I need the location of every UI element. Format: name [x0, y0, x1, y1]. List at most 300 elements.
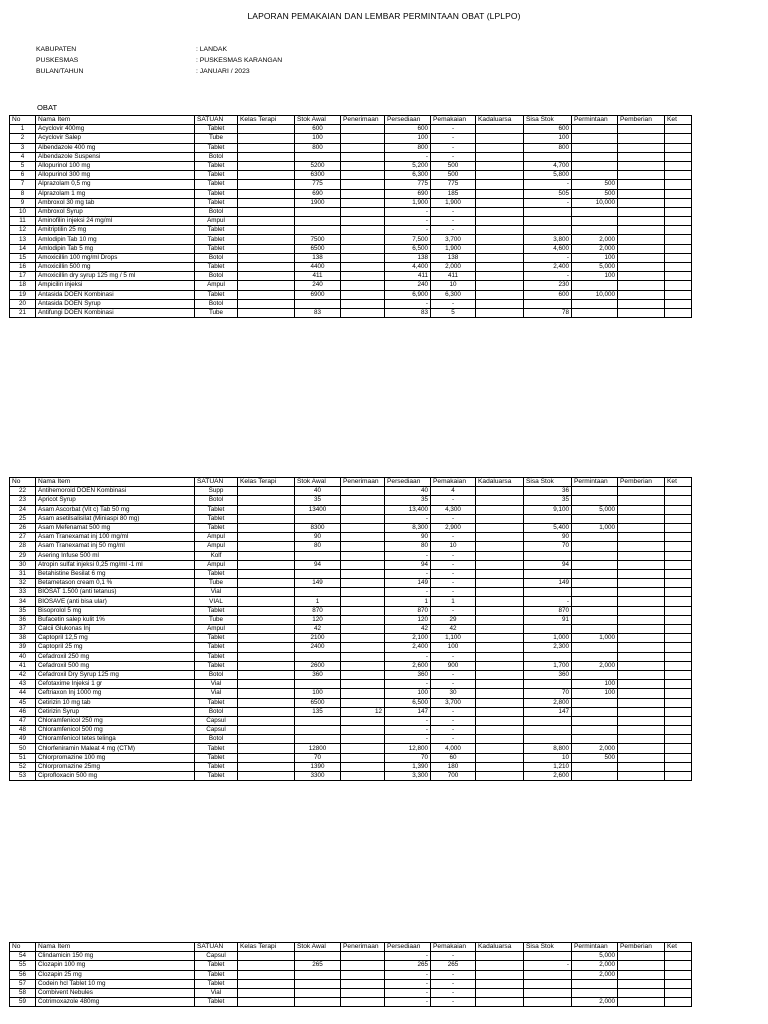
cell-penerimaan [341, 514, 385, 523]
cell-pemberian [618, 125, 665, 134]
cell-pemberian [618, 634, 665, 643]
cell-satuan: Botol [195, 735, 238, 744]
cell-pemberian [618, 998, 665, 1007]
cell-permintaan: 2,000 [572, 961, 618, 970]
cell-sisa-stok [524, 652, 572, 661]
table-row [10, 998, 692, 1007]
cell-pemakaian: 185 [431, 189, 476, 198]
report-title: LAPORAN PEMAKAIAN DAN LEMBAR PERMINTAAN OBAT (LPLPO) [247, 11, 521, 21]
cell-kelas-terapi [238, 961, 295, 970]
column-header-stok-awal: Stok Awal [295, 116, 341, 125]
cell-sisa-stok [524, 979, 572, 988]
cell-pemberian [618, 189, 665, 198]
cell-ket [665, 496, 692, 505]
cell-nama-item: Asam Ascorbat (Vit c) Tab 50 mg [36, 505, 195, 514]
cell-penerimaan [341, 533, 385, 542]
column-header-nama-item: Nama Item [36, 478, 195, 487]
cell-stok-awal [295, 716, 341, 725]
cell-pemberian [618, 161, 665, 170]
cell-stok-awal [295, 652, 341, 661]
cell-penerimaan [341, 961, 385, 970]
cell-persediaan: - [385, 569, 431, 578]
cell-kelas-terapi [238, 615, 295, 624]
column-header-pemberian: Pemberian [618, 116, 665, 125]
cell-ket [665, 217, 692, 226]
cell-penerimaan [341, 670, 385, 679]
cell-stok-awal [295, 207, 341, 216]
cell-kelas-terapi [238, 207, 295, 216]
cell-ket [665, 514, 692, 523]
cell-kelas-terapi [238, 235, 295, 244]
cell-permintaan: 500 [572, 180, 618, 189]
table-row [10, 606, 692, 615]
cell-sisa-stok: 1,000 [524, 634, 572, 643]
cell-pemakaian: - [431, 207, 476, 216]
column-header-sisa-stok: Sisa Stok [524, 478, 572, 487]
cell-nama-item: Cefadroxil 250 mg [36, 652, 195, 661]
cell-ket [665, 308, 692, 317]
cell-kadaluarsa [476, 579, 524, 588]
cell-pemberian [618, 299, 665, 308]
cell-kadaluarsa [476, 998, 524, 1007]
cell-kelas-terapi [238, 998, 295, 1007]
cell-nama-item: Asam Mefenamat 500 mg [36, 523, 195, 532]
cell-kelas-terapi [238, 217, 295, 226]
table-row [10, 670, 692, 679]
cell-satuan: Tablet [195, 125, 238, 134]
cell-satuan: Kolf [195, 551, 238, 560]
cell-pemakaian: 180 [431, 762, 476, 771]
table-row [10, 753, 692, 762]
table-row [10, 551, 692, 560]
cell-pemakaian: - [431, 716, 476, 725]
cell-satuan: Ampul [195, 217, 238, 226]
cell-sisa-stok: 36 [524, 487, 572, 496]
table-row [10, 698, 692, 707]
cell-permintaan: 5,000 [572, 263, 618, 272]
table-row [10, 689, 692, 698]
cell-satuan: Tube [195, 615, 238, 624]
cell-no: 15 [10, 253, 36, 262]
cell-satuan: Botol [195, 496, 238, 505]
table-row [10, 235, 692, 244]
cell-pemakaian: 1,100 [431, 634, 476, 643]
cell-pemberian [618, 680, 665, 689]
cell-kelas-terapi [238, 180, 295, 189]
cell-nama-item: Alprazolam 1 mg [36, 189, 195, 198]
cell-kelas-terapi [238, 152, 295, 161]
cell-no: 6 [10, 171, 36, 180]
cell-satuan: Capsul [195, 716, 238, 725]
cell-satuan: Tablet [195, 505, 238, 514]
cell-kadaluarsa [476, 597, 524, 606]
cell-persediaan: - [385, 716, 431, 725]
cell-ket [665, 207, 692, 216]
cell-no: 8 [10, 189, 36, 198]
cell-stok-awal: 690 [295, 189, 341, 198]
cell-kelas-terapi [238, 643, 295, 652]
cell-kadaluarsa [476, 207, 524, 216]
cell-persediaan: 870 [385, 606, 431, 615]
cell-sisa-stok: 147 [524, 707, 572, 716]
cell-kadaluarsa [476, 744, 524, 753]
cell-sisa-stok: 4,700 [524, 161, 572, 170]
cell-no: 56 [10, 970, 36, 979]
cell-pemberian [618, 726, 665, 735]
cell-stok-awal [295, 998, 341, 1007]
cell-kelas-terapi [238, 134, 295, 143]
cell-pemakaian: 10 [431, 542, 476, 551]
cell-pemakaian: 4 [431, 487, 476, 496]
cell-kelas-terapi [238, 487, 295, 496]
column-header-penerimaan: Penerimaan [341, 478, 385, 487]
cell-kadaluarsa [476, 988, 524, 997]
cell-pemberian [618, 689, 665, 698]
cell-no: 13 [10, 235, 36, 244]
cell-ket [665, 253, 692, 262]
cell-nama-item: Combivent Nebules [36, 988, 195, 997]
cell-no: 30 [10, 560, 36, 569]
cell-kelas-terapi [238, 198, 295, 207]
cell-penerimaan [341, 244, 385, 253]
cell-sisa-stok: 70 [524, 542, 572, 551]
cell-pemberian [618, 744, 665, 753]
cell-ket [665, 290, 692, 299]
cell-permintaan [572, 988, 618, 997]
cell-ket [665, 707, 692, 716]
cell-permintaan [572, 735, 618, 744]
cell-ket [665, 505, 692, 514]
cell-persediaan: - [385, 979, 431, 988]
cell-kadaluarsa [476, 308, 524, 317]
cell-no: 53 [10, 772, 36, 781]
cell-penerimaan [341, 615, 385, 624]
info-value: : PUSKESMAS KARANGAN [196, 57, 283, 64]
cell-persediaan: 3,300 [385, 772, 431, 781]
cell-kelas-terapi [238, 707, 295, 716]
cell-permintaan [572, 226, 618, 235]
cell-pemakaian: 2,000 [431, 263, 476, 272]
cell-persediaan: 600 [385, 125, 431, 134]
cell-no: 49 [10, 735, 36, 744]
cell-pemakaian: 29 [431, 615, 476, 624]
table-row [10, 487, 692, 496]
cell-penerimaan [341, 597, 385, 606]
cell-ket [665, 152, 692, 161]
cell-penerimaan [341, 180, 385, 189]
cell-kelas-terapi [238, 579, 295, 588]
cell-no: 43 [10, 680, 36, 689]
cell-pemakaian: - [431, 560, 476, 569]
cell-no: 14 [10, 244, 36, 253]
cell-penerimaan [341, 689, 385, 698]
cell-stok-awal [295, 226, 341, 235]
table-row [10, 514, 692, 523]
cell-persediaan: 70 [385, 753, 431, 762]
table-row [10, 263, 692, 272]
cell-nama-item: Albendazole 400 mg [36, 143, 195, 152]
cell-kadaluarsa [476, 542, 524, 551]
cell-stok-awal [295, 588, 341, 597]
cell-satuan: Tablet [195, 244, 238, 253]
cell-pemberian [618, 988, 665, 997]
cell-kadaluarsa [476, 606, 524, 615]
cell-ket [665, 161, 692, 170]
cell-no: 46 [10, 707, 36, 716]
cell-pemberian [618, 290, 665, 299]
cell-penerimaan [341, 560, 385, 569]
cell-penerimaan [341, 198, 385, 207]
cell-stok-awal: 83 [295, 308, 341, 317]
cell-permintaan: 10,000 [572, 290, 618, 299]
cell-pemakaian: - [431, 143, 476, 152]
cell-pemakaian: - [431, 226, 476, 235]
cell-persediaan: 2,600 [385, 661, 431, 670]
cell-stok-awal: 2600 [295, 661, 341, 670]
cell-kadaluarsa [476, 689, 524, 698]
cell-ket [665, 689, 692, 698]
cell-penerimaan [341, 744, 385, 753]
cell-pemakaian: 700 [431, 772, 476, 781]
cell-kadaluarsa [476, 244, 524, 253]
cell-sisa-stok [524, 988, 572, 997]
cell-kelas-terapi [238, 744, 295, 753]
cell-kelas-terapi [238, 979, 295, 988]
cell-stok-awal: 8300 [295, 523, 341, 532]
cell-nama-item: BIOSAVE (anti bisa ular) [36, 597, 195, 606]
cell-no: 23 [10, 496, 36, 505]
cell-permintaan [572, 643, 618, 652]
cell-kadaluarsa [476, 698, 524, 707]
cell-kelas-terapi [238, 299, 295, 308]
cell-penerimaan [341, 189, 385, 198]
cell-persediaan: 90 [385, 533, 431, 542]
cell-satuan: Botol [195, 272, 238, 281]
cell-nama-item: Apricot Syrup [36, 496, 195, 505]
cell-sisa-stok: - [524, 597, 572, 606]
cell-kelas-terapi [238, 661, 295, 670]
cell-penerimaan [341, 308, 385, 317]
cell-penerimaan [341, 272, 385, 281]
cell-penerimaan [341, 569, 385, 578]
cell-satuan: Tube [195, 134, 238, 143]
cell-penerimaan [341, 643, 385, 652]
column-header-satuan: SATUAN [195, 943, 238, 952]
cell-pemberian [618, 523, 665, 532]
cell-sisa-stok: 800 [524, 143, 572, 152]
cell-kadaluarsa [476, 523, 524, 532]
cell-sisa-stok: - [524, 198, 572, 207]
table-row [10, 716, 692, 725]
cell-stok-awal: 6300 [295, 171, 341, 180]
column-header-stok-awal: Stok Awal [295, 478, 341, 487]
cell-satuan: Tablet [195, 652, 238, 661]
cell-satuan: Tablet [195, 753, 238, 762]
cell-kelas-terapi [238, 569, 295, 578]
cell-ket [665, 588, 692, 597]
cell-nama-item: Antihemoroid DOEN Kombinasi [36, 487, 195, 496]
cell-stok-awal [295, 217, 341, 226]
cell-no: 39 [10, 643, 36, 652]
column-header-kadaluarsa: Kadaluarsa [476, 943, 524, 952]
cell-pemakaian: 3,700 [431, 698, 476, 707]
cell-kadaluarsa [476, 615, 524, 624]
cell-pemakaian: 42 [431, 625, 476, 634]
cell-stok-awal [295, 551, 341, 560]
cell-nama-item: Cefotaxime Injeksi 1 gr [36, 680, 195, 689]
cell-sisa-stok: 91 [524, 615, 572, 624]
column-header-stok-awal: Stok Awal [295, 943, 341, 952]
cell-sisa-stok [524, 970, 572, 979]
column-header-permintaan: Permintaan [572, 478, 618, 487]
cell-kadaluarsa [476, 952, 524, 961]
table-row [10, 579, 692, 588]
cell-satuan: Tube [195, 579, 238, 588]
cell-nama-item: Captopril 25 mg [36, 643, 195, 652]
cell-sisa-stok: 9,100 [524, 505, 572, 514]
cell-kadaluarsa [476, 707, 524, 716]
cell-satuan: Tablet [195, 762, 238, 771]
cell-stok-awal: 2100 [295, 634, 341, 643]
cell-satuan: Vial [195, 588, 238, 597]
cell-permintaan [572, 171, 618, 180]
cell-no: 1 [10, 125, 36, 134]
cell-pemakaian: - [431, 134, 476, 143]
cell-permintaan: 2,000 [572, 244, 618, 253]
cell-no: 41 [10, 661, 36, 670]
cell-penerimaan [341, 496, 385, 505]
cell-penerimaan [341, 226, 385, 235]
cell-sisa-stok: - [524, 180, 572, 189]
cell-penerimaan [341, 606, 385, 615]
cell-sisa-stok [524, 152, 572, 161]
cell-ket [665, 753, 692, 762]
cell-persediaan: - [385, 299, 431, 308]
cell-permintaan [572, 560, 618, 569]
table-row [10, 198, 692, 207]
cell-satuan: Tablet [195, 290, 238, 299]
cell-sisa-stok: 230 [524, 281, 572, 290]
cell-sisa-stok [524, 952, 572, 961]
cell-pemberian [618, 762, 665, 771]
cell-ket [665, 189, 692, 198]
cell-stok-awal: 138 [295, 253, 341, 262]
column-header-satuan: SATUAN [195, 478, 238, 487]
table-row [10, 569, 692, 578]
cell-pemberian [618, 505, 665, 514]
cell-satuan: Botol [195, 152, 238, 161]
cell-pemakaian: 10 [431, 281, 476, 290]
cell-kadaluarsa [476, 272, 524, 281]
cell-stok-awal: 775 [295, 180, 341, 189]
table-row [10, 762, 692, 771]
cell-ket [665, 235, 692, 244]
table-row [10, 134, 692, 143]
cell-ket [665, 171, 692, 180]
cell-penerimaan [341, 263, 385, 272]
cell-persediaan: - [385, 735, 431, 744]
cell-nama-item: Antasida DOEN Kombinasi [36, 290, 195, 299]
cell-stok-awal [295, 299, 341, 308]
cell-stok-awal: 1 [295, 597, 341, 606]
cell-kelas-terapi [238, 716, 295, 725]
cell-kadaluarsa [476, 961, 524, 970]
cell-stok-awal: 12800 [295, 744, 341, 753]
cell-kelas-terapi [238, 281, 295, 290]
cell-nama-item: Allopurinol 100 mg [36, 161, 195, 170]
cell-permintaan: 100 [572, 680, 618, 689]
cell-stok-awal [295, 152, 341, 161]
cell-no: 55 [10, 961, 36, 970]
cell-ket [665, 263, 692, 272]
cell-no: 35 [10, 606, 36, 615]
cell-sisa-stok [524, 680, 572, 689]
cell-pemakaian: - [431, 988, 476, 997]
cell-permintaan: 100 [572, 272, 618, 281]
cell-stok-awal: 40 [295, 487, 341, 496]
cell-satuan: Tablet [195, 189, 238, 198]
cell-kadaluarsa [476, 514, 524, 523]
cell-sisa-stok [524, 625, 572, 634]
cell-pemakaian: - [431, 579, 476, 588]
table-row [10, 496, 692, 505]
cell-satuan: Botol [195, 299, 238, 308]
cell-no: 24 [10, 505, 36, 514]
cell-satuan: Ampul [195, 281, 238, 290]
cell-kelas-terapi [238, 952, 295, 961]
cell-satuan: Vial [195, 689, 238, 698]
cell-sisa-stok [524, 514, 572, 523]
cell-no: 44 [10, 689, 36, 698]
table-row [10, 615, 692, 624]
table-row [10, 152, 692, 161]
cell-kadaluarsa [476, 505, 524, 514]
column-header-pemakaian: Pemakaian [431, 943, 476, 952]
cell-sisa-stok [524, 726, 572, 735]
cell-kelas-terapi [238, 753, 295, 762]
cell-sisa-stok: 94 [524, 560, 572, 569]
cell-stok-awal: 800 [295, 143, 341, 152]
cell-pemberian [618, 670, 665, 679]
cell-permintaan [572, 716, 618, 725]
cell-kadaluarsa [476, 726, 524, 735]
cell-no: 20 [10, 299, 36, 308]
cell-persediaan: 800 [385, 143, 431, 152]
cell-ket [665, 134, 692, 143]
cell-ket [665, 698, 692, 707]
cell-nama-item: Ampicilin injeksi [36, 281, 195, 290]
cell-satuan: Tablet [195, 661, 238, 670]
cell-stok-awal: 5200 [295, 161, 341, 170]
cell-kadaluarsa [476, 560, 524, 569]
cell-kelas-terapi [238, 308, 295, 317]
cell-persediaan: 2,400 [385, 643, 431, 652]
cell-kelas-terapi [238, 597, 295, 606]
cell-penerimaan [341, 125, 385, 134]
table-row [10, 634, 692, 643]
cell-kadaluarsa [476, 487, 524, 496]
cell-kadaluarsa [476, 290, 524, 299]
cell-pemberian [618, 772, 665, 781]
cell-stok-awal: 3300 [295, 772, 341, 781]
cell-pemakaian: - [431, 533, 476, 542]
cell-persediaan: - [385, 988, 431, 997]
cell-ket [665, 970, 692, 979]
cell-sisa-stok: 505 [524, 189, 572, 198]
cell-nama-item: Acyclovir Salep [36, 134, 195, 143]
cell-pemakaian: - [431, 588, 476, 597]
table-row [10, 125, 692, 134]
